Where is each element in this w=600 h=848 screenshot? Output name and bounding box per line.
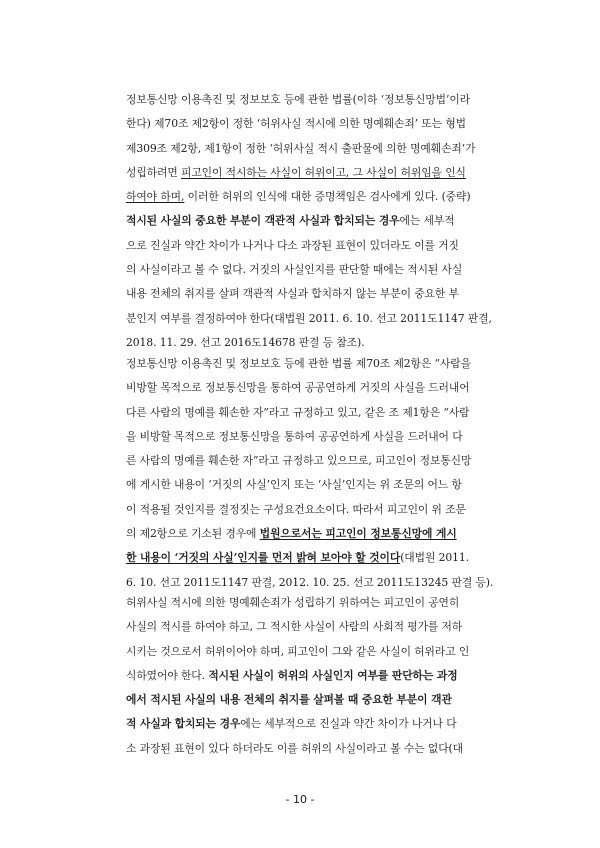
emphasized-text: 적시된 사실의 중요한 부분이 객관적 사실과 합치되는 경우 xyxy=(126,214,400,228)
text-segment: 시키는 것으로서 허위이어야 하며, 피고인이 그와 같은 사실이 허위라고 인 xyxy=(126,644,470,658)
text-line xyxy=(126,401,480,425)
paragraph-2 xyxy=(126,352,494,595)
text-line xyxy=(126,591,480,615)
text-line xyxy=(126,498,480,522)
text-segment: 다른 사람의 명예를 훼손한 자”라고 규정하고 있고, 같은 조 제1항은 “사람 xyxy=(126,405,470,419)
text-segment: 6. 10. 선고 2011도1147 판결, 2012. 10. 25. 선고 2011도13245 판결 등). xyxy=(126,575,494,589)
text-line xyxy=(126,352,480,376)
text-segment: 분인지 여부를 결정하여야 한다(대법원 2011. 6. 10. 선고 2011도1147 판결, xyxy=(126,311,492,325)
text-line xyxy=(126,546,480,570)
text-line xyxy=(126,137,480,161)
text-segment: 내용 전체의 취지를 살펴 객관적 사실과 합치하지 않는 부분이 중요한 부 xyxy=(126,287,459,301)
text-segment: 소 과장된 표현이 있다 하더라도 이를 허위의 사실이라고 볼 수는 없다(대 xyxy=(126,741,463,755)
text-line xyxy=(126,688,480,712)
text-segment: 한다) 제70조 제2항이 정한 ‘허위사실 적시에 의한 명예훼손죄’ 또는 형법 xyxy=(126,117,466,131)
text-line xyxy=(126,425,480,449)
text-line xyxy=(126,258,480,282)
text-line xyxy=(126,376,480,400)
text-line xyxy=(126,473,480,497)
text-line xyxy=(126,185,480,209)
text-line xyxy=(126,522,480,546)
text-line xyxy=(126,737,480,761)
text-segment: 으로 진실과 약간 차이가 나거나 다소 과장된 표현이 있더라도 이를 거짓 xyxy=(126,238,459,252)
emphasized-text: 한 내용이 ‘거짓의 사실’인지를 먼저 밝혀 보아야 할 것이다 xyxy=(126,551,401,565)
text-segment: (대법원 2011. xyxy=(400,551,470,565)
text-segment: 이 적용될 것인지를 결정짓는 구성요건요소이다. 따라서 피고인이 위 조문 xyxy=(126,502,466,516)
text-segment: 비방할 목적으로 정보통신망을 통하여 공공연하게 거짓의 사실을 드러내어 xyxy=(126,381,470,395)
emphasized-text: 에서 적시된 사실의 내용 전체의 취지를 살펴볼 때 중요한 부분이 객관 xyxy=(126,693,452,707)
text-segment: 사실의 적시를 하여야 하고, 그 적시한 사실이 사람의 사회적 평가를 저하 xyxy=(126,620,463,634)
text-segment: 의 사실이라고 볼 수 없다. 거짓의 사실인지를 판단할 때에는 적시된 사실 xyxy=(126,263,463,277)
text-segment: 정보통신망 이용촉진 및 정보보호 등에 관한 법률 제70조 제2항은 “사람을 xyxy=(126,357,471,370)
text-line xyxy=(126,234,480,258)
text-line xyxy=(126,307,492,331)
text-segment: 허위사실 적시에 의한 명예훼손죄가 성립하기 위하여는 피고인이 공연히 xyxy=(126,596,460,609)
text-line xyxy=(126,282,480,306)
text-line xyxy=(126,449,480,473)
text-segment: 에는 세부적으로 진실과 약간 차이가 나거나 다 xyxy=(240,717,457,731)
text-segment: 2018. 11. 29. 선고 2016도14678 판결 등 참조). xyxy=(126,335,365,349)
text-segment: 의 제2항으로 기소된 경우에 xyxy=(126,527,260,541)
emphasized-text: 법원으로서는 피고인이 정보통신망에 게시 xyxy=(259,527,457,541)
text-segment: 성립하려면 xyxy=(126,165,181,179)
text-line xyxy=(126,664,480,688)
text-line xyxy=(126,88,480,112)
text-segment: 에 게시한 내용이 ‘거짓의 사실’인지 또는 ‘사실’인지는 위 조문의 어느 항 xyxy=(126,478,462,492)
underlined-text: 피고인이 적시하는 사실이 허위이고, 그 사실이 허위임을 인식 xyxy=(180,165,466,179)
text-segment: 이러한 허위의 인식에 대한 증명책임은 검사에게 있다. (중략) xyxy=(184,190,471,204)
text-segment: 식하였어야 한다. xyxy=(126,668,209,682)
paragraph-1 xyxy=(126,88,492,355)
paragraph-3 xyxy=(126,591,480,761)
emphasized-text: 적 사실과 합치되는 경우 xyxy=(126,717,241,731)
text-line xyxy=(126,640,480,664)
text-segment: 을 비방할 목적으로 정보통신망을 통하여 공공연하게 사실을 드러내어 다 xyxy=(126,429,463,443)
page-number: - 10 - xyxy=(285,793,315,806)
text-segment: 제309조 제2항, 제1항이 정한 ‘허위사실 적시 출판물에 의한 명예훼손죄’가 xyxy=(126,141,476,155)
underlined-text: 하여야 하며, xyxy=(126,190,185,204)
text-line xyxy=(126,209,480,233)
text-segment: 른 사람의 명예를 훼손한 자”라고 규정하고 있으므로, 피고인이 정보통신망 xyxy=(126,454,472,468)
text-segment: 정보통신망 이용촉진 및 정보보호 등에 관한 법률(이하 ‘정보통신망법’이라 xyxy=(126,93,470,106)
text-line xyxy=(126,161,480,185)
text-line xyxy=(126,615,480,639)
emphasized-text: 적시된 사실이 허위의 사실인지 여부를 판단하는 과정 xyxy=(208,668,458,682)
text-line xyxy=(126,112,480,136)
text-segment: 에는 세부적 xyxy=(399,214,455,228)
text-line xyxy=(126,712,480,736)
